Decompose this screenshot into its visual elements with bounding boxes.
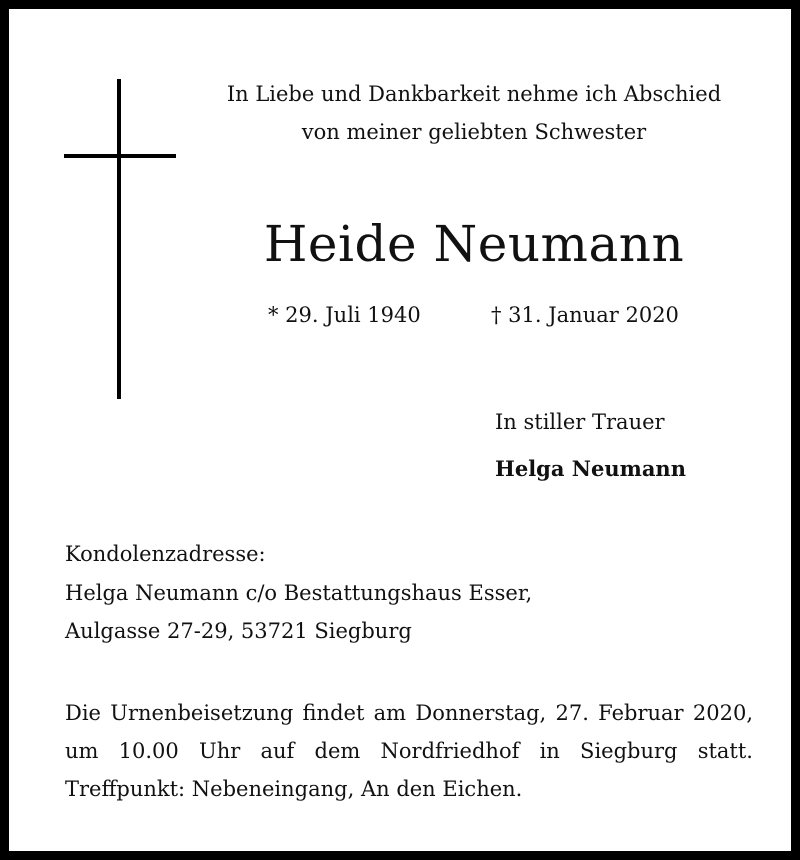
condolence-address-line-1: Helga Neumann c/o Bestattungshaus Esser, — [65, 581, 533, 605]
condolence-address-line-2: Aulgasse 27-29, 53721 Siegburg — [65, 619, 412, 643]
intro-line-2: von meiner geliebten Schwester — [301, 120, 647, 144]
mourner-name: Helga Neumann — [495, 456, 686, 481]
mourning-phrase: In stiller Trauer — [495, 410, 665, 434]
deceased-name: Heide Neumann — [263, 215, 685, 273]
burial-notice — [65, 694, 753, 808]
burial-line-1: Die Urnenbeisetzung findet am Donnerstag, 27. Februar 2020, — [65, 701, 753, 725]
cross-icon-horizontal-bar — [64, 154, 176, 158]
burial-line-2: um 10.00 Uhr auf dem Nordfriedhof in Siegburg statt. — [65, 739, 753, 763]
cross-icon-vertical-bar — [117, 79, 121, 399]
death-date: † 31. Januar 2020 — [491, 303, 679, 327]
burial-line-3: Treffpunkt: Nebeneingang, An den Eichen. — [65, 777, 523, 801]
condolence-heading: Kondolenzadresse: — [65, 542, 266, 566]
birth-date: * 29. Juli 1940 — [268, 303, 421, 327]
intro-line-1: In Liebe und Dankbarkeit nehme ich Abschied — [226, 82, 722, 106]
